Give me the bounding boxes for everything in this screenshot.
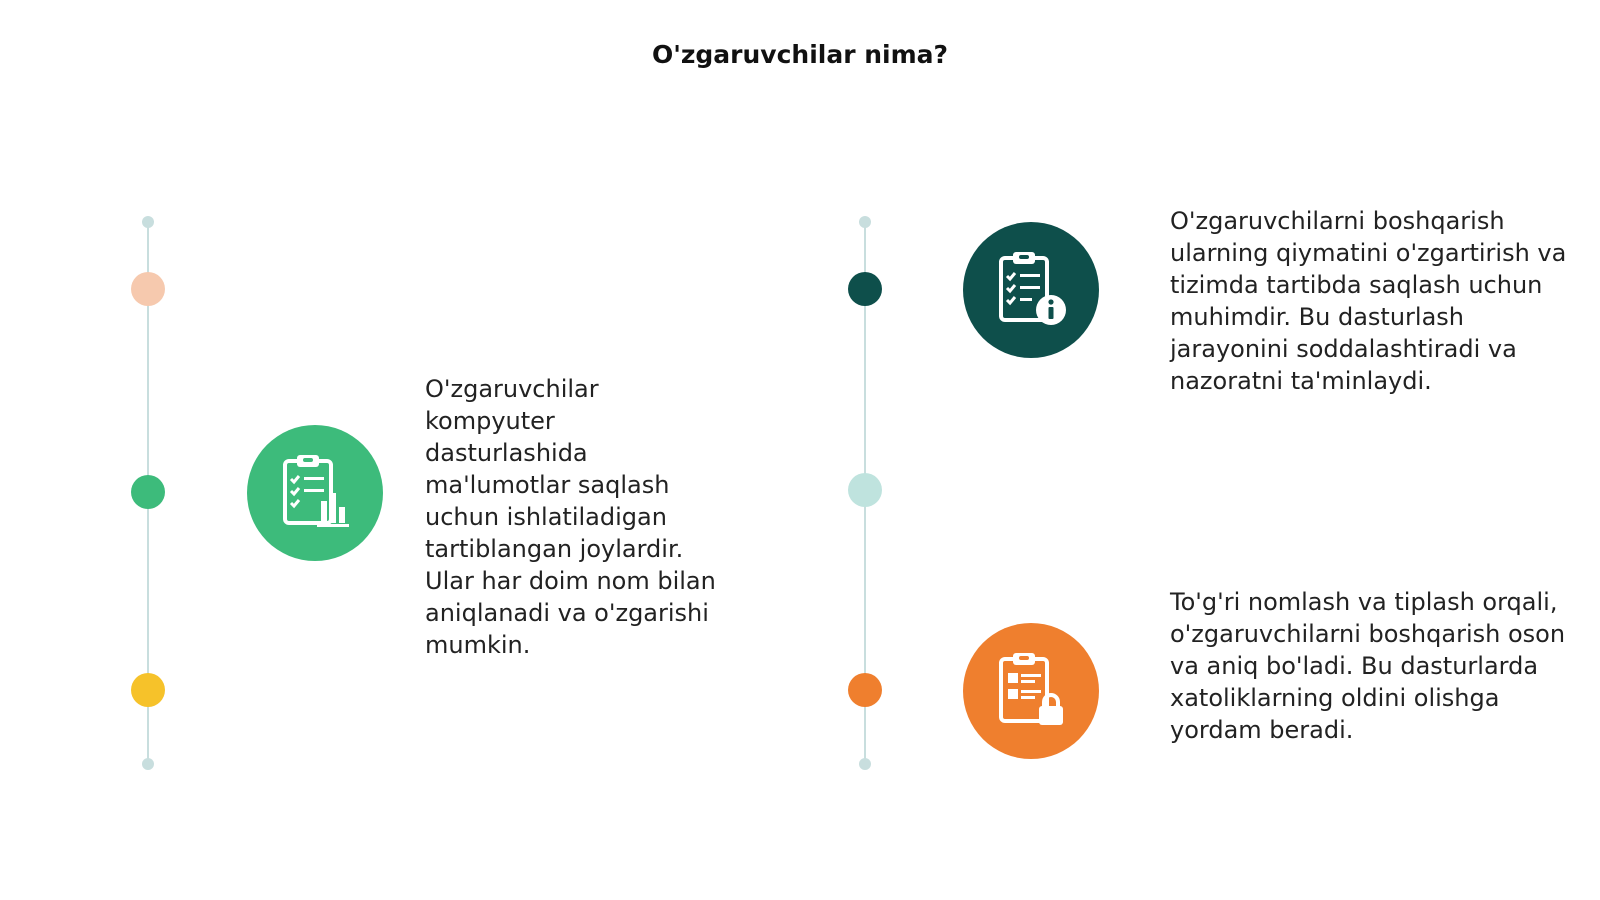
item-2-icon-circle (963, 222, 1099, 358)
item-3-icon-circle (963, 623, 1099, 759)
item-2-text: O'zgaruvchilarni boshqarish ularning qiymatini o'zgartirish va tizimda tartibda saqlash uchun muhimdir. Bu dasturlash jarayonini soddalashtiradi va nazoratni ta'minlaydi. (1170, 207, 1567, 395)
left-timeline-bottom-cap (142, 758, 154, 770)
right-timeline-bottom-cap (859, 758, 871, 770)
clipboard-chart-icon (277, 453, 353, 533)
item-1-text: O'zgaruvchilar kompyuter dasturlashida ma'lumotlar saqlash uchun ishlatiladigan tartiblangan joylardir. Ular har doim nom bilan aniqlanadi va o'zgarishi mumkin. (425, 375, 716, 659)
right-timeline-dot-dark (848, 272, 882, 306)
item-3-text: To'g'ri nomlash va tiplash orqali, o'zgaruvchilarni boshqarish oson va aniq bo'ladi. Bu dasturlarda xatoliklarning oldini olishga yordam beradi. (1170, 588, 1566, 744)
right-timeline-top-cap (859, 216, 871, 228)
page-title: O'zgaruvchilar nima? (651, 40, 949, 69)
right-timeline-dot-mint (848, 473, 882, 507)
right-timeline-dot-orange (848, 673, 882, 707)
left-timeline-dot-yellow (131, 673, 165, 707)
clipboard-lock-icon (993, 651, 1069, 731)
left-timeline-top-cap (142, 216, 154, 228)
clipboard-info-icon (993, 250, 1069, 330)
left-timeline-dot-green (131, 475, 165, 509)
left-timeline-dot-peach (131, 272, 165, 306)
item-1-icon-circle (247, 425, 383, 561)
